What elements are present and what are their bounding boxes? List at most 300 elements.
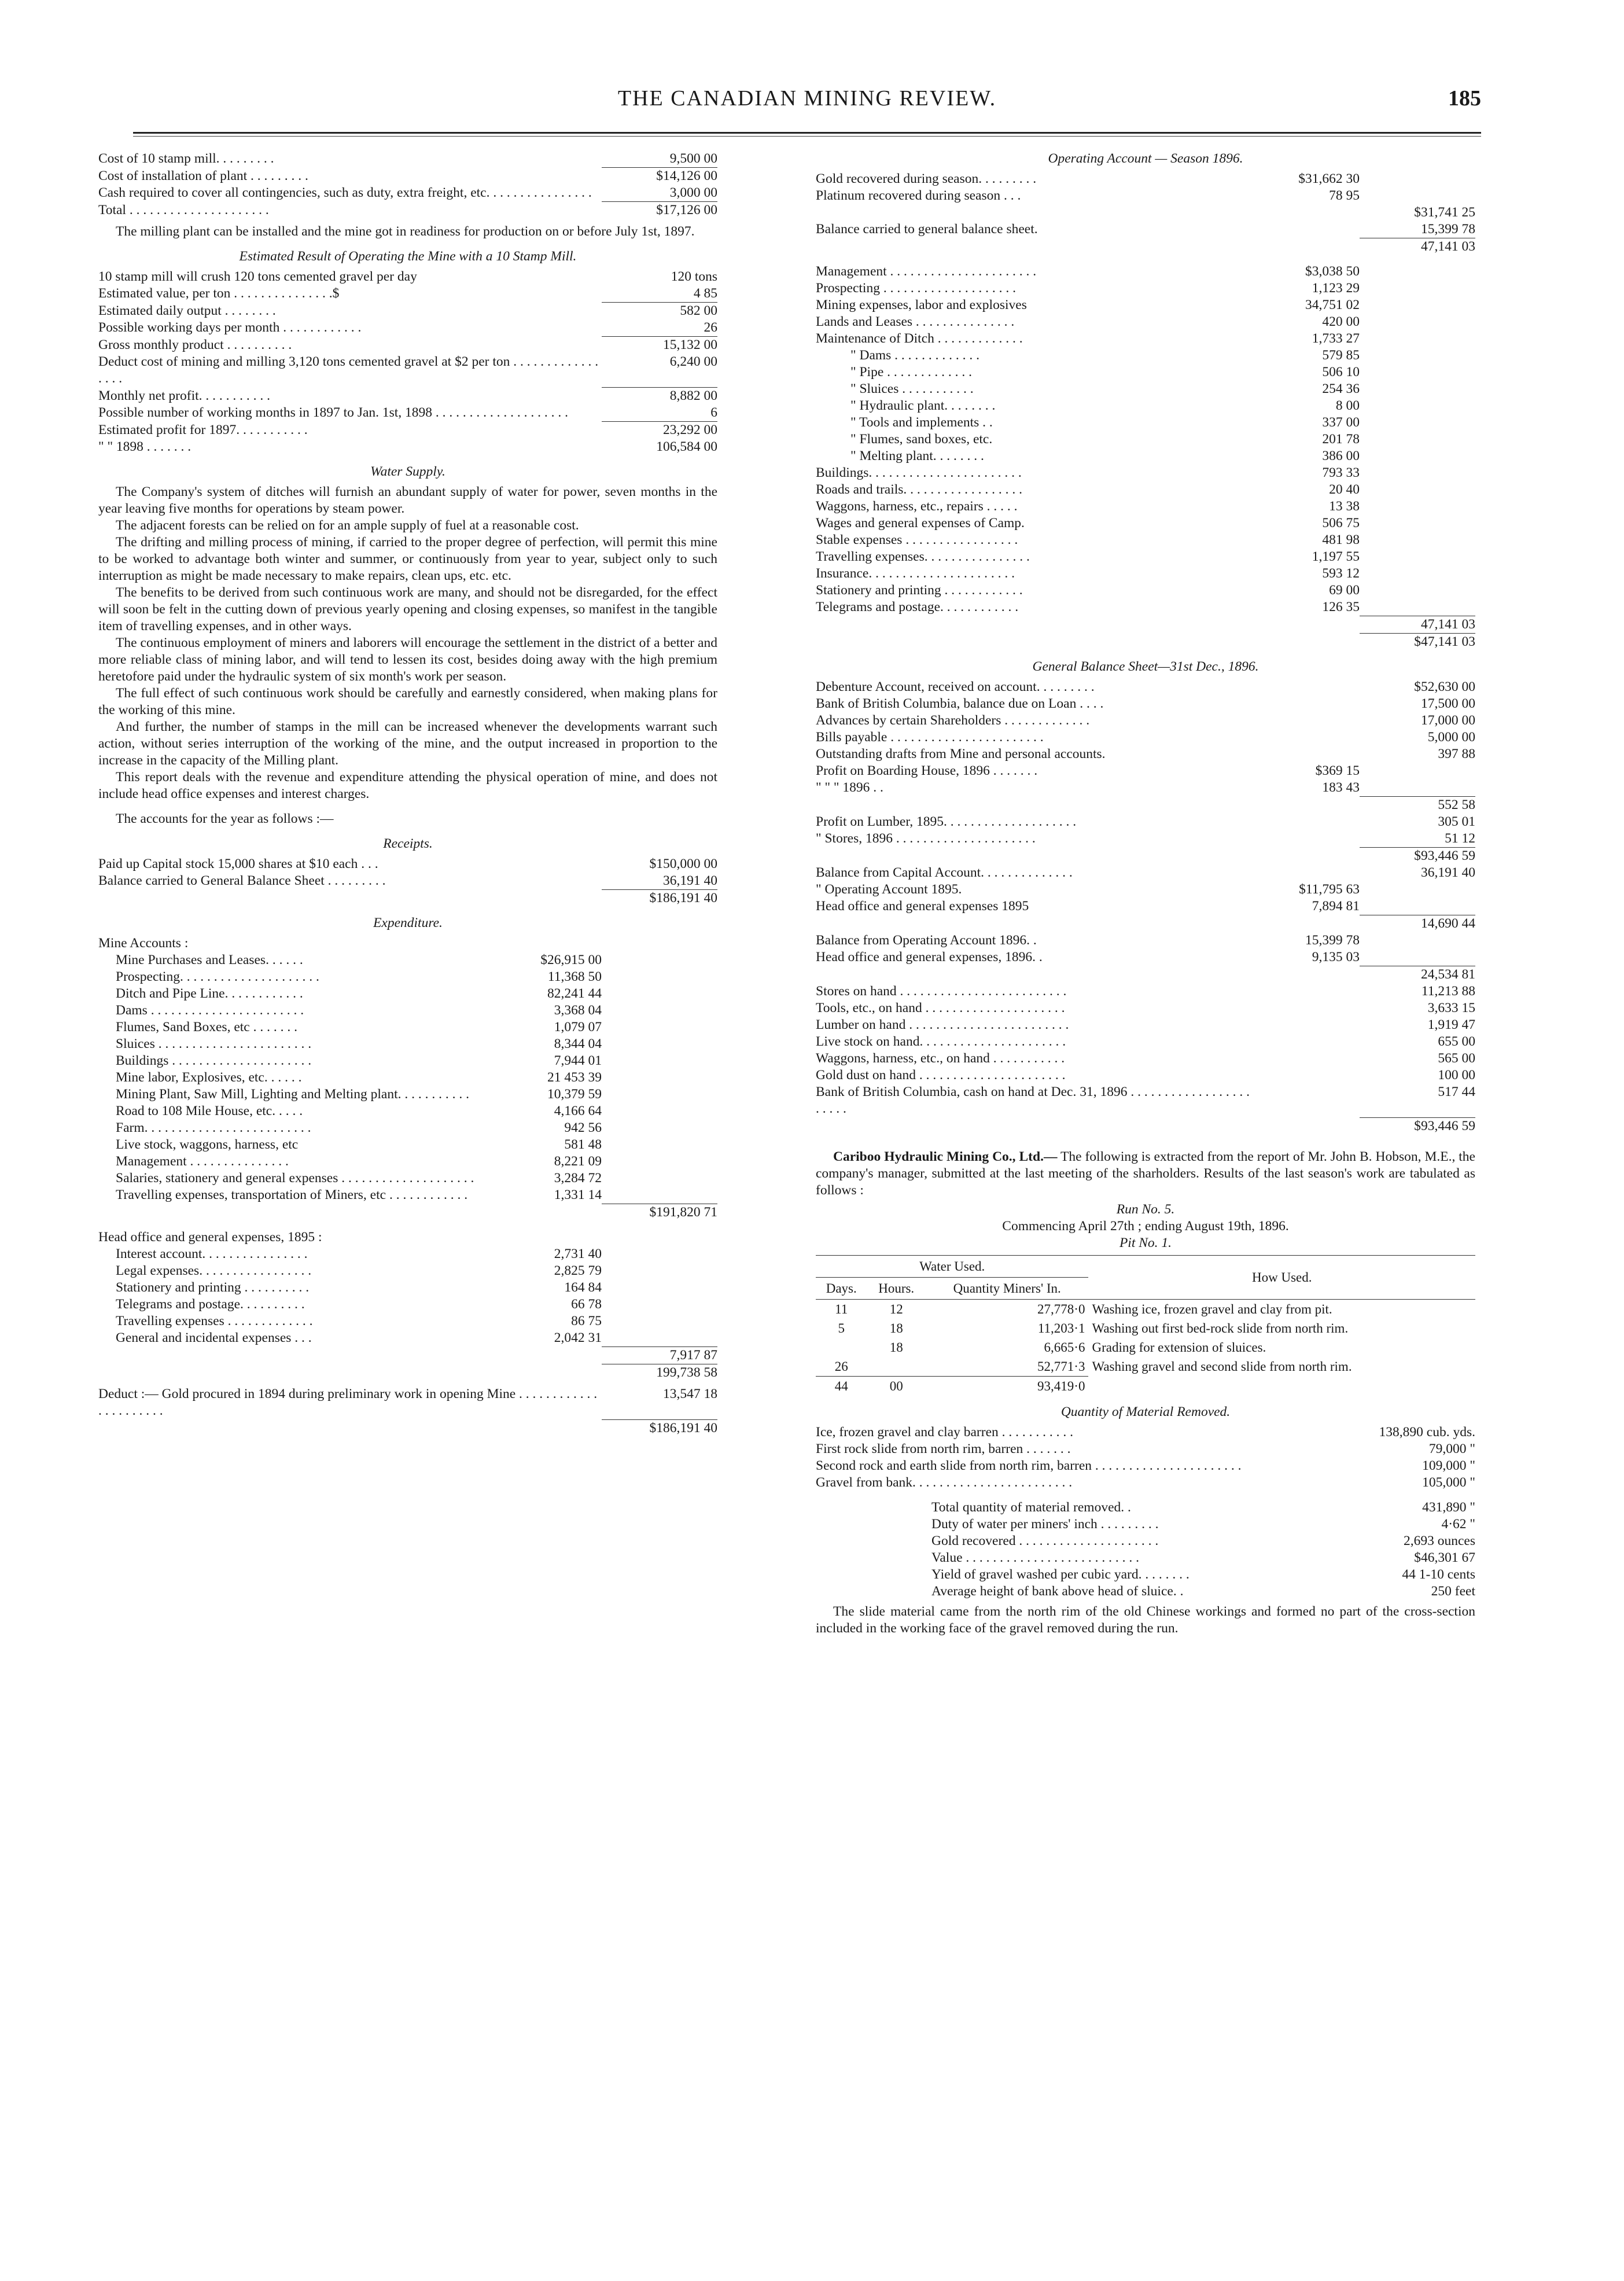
head-office-table: [98, 1246, 717, 1346]
milling-note: The milling plant can be installed and the mine got in readiness for production on or before July 1st, 1897.: [116, 224, 695, 239]
row-amount: 9,500 00: [669, 151, 717, 166]
ledger-row: [816, 582, 1475, 599]
row-label: Cost of 10 stamp mill. . . . . . . . .: [98, 151, 274, 166]
ledger-row: [816, 498, 1475, 515]
cariboo-text: The following is extracted from the report of Mr. John B. Hobson, M.E., the company's manager, submitted at the last meeting of the sharholders. Results of the last season's work are tabulated as follows :: [816, 1149, 1475, 1198]
row-amount: 10,379 59: [547, 1087, 602, 1102]
ledger-row: [816, 1067, 1475, 1084]
row-label: Value . . . . . . . . . . . . . . . . . . . . . . . . . .: [931, 1550, 1140, 1565]
row-label: Ditch and Pipe Line. . . . . . . . . . . .: [116, 986, 303, 1001]
row-amount: 1,123 29: [1312, 281, 1360, 296]
row-amount: 386 00: [1322, 448, 1360, 463]
run-how-used: Washing out first bed-rock slide from north rim.: [1092, 1321, 1349, 1336]
row-label: Mine labor, Explosives, etc. . . . . .: [116, 1070, 302, 1085]
final-total: $186,191 40: [602, 1419, 717, 1437]
row-label: Debenture Account, received on account. . . . . . . . .: [816, 679, 1095, 694]
water-supply-text: [98, 484, 717, 803]
row-label: Farm. . . . . . . . . . . . . . . . . . . . . . . . .: [116, 1120, 311, 1135]
row-amount: 26: [704, 320, 717, 335]
ledger-row: [816, 171, 1475, 187]
ledger-row: [816, 949, 1475, 966]
ledger-row: [816, 431, 1475, 448]
row-label: Platinum recovered during season . . .: [816, 188, 1021, 203]
ledger-row: [816, 347, 1475, 364]
head-office-label: Head office and general expenses, 1895 :: [98, 1230, 322, 1245]
ledger-row: [98, 354, 717, 387]
row-subamount: 183 43: [1322, 780, 1360, 795]
ledger-row: [98, 336, 717, 354]
run-total-row: [816, 1377, 1475, 1396]
ledger-row: [816, 712, 1475, 729]
left-column: [98, 150, 717, 1437]
row-amount: 34,751 02: [1305, 297, 1360, 312]
subtotal-row: [98, 1364, 717, 1381]
ledger-row: [98, 150, 717, 167]
mine-accounts-total-row: [98, 1204, 717, 1221]
row-label: Bank of British Columbia, balance due on Loan . . . .: [816, 696, 1104, 711]
row-label: Travelling expenses, transportation of Miners, etc . . . . . . . . . . . .: [116, 1187, 468, 1202]
row-label: Estimated profit for 1897. . . . . . . . . . .: [98, 422, 308, 437]
ledger-row: [816, 1583, 1475, 1600]
row-label: Total . . . . . . . . . . . . . . . . . . . . .: [98, 203, 269, 218]
row-label: 10 stamp mill will crush 120 tons cemented gravel per day: [98, 269, 417, 284]
row-label: " Sluices . . . . . . . . . . .: [850, 381, 974, 396]
ledger-row: [98, 439, 717, 455]
row-label: Wages and general expenses of Camp.: [816, 516, 1025, 531]
row-label: Stationery and printing . . . . . . . . . . . .: [816, 583, 1023, 598]
row-amount: 120 tons: [671, 269, 717, 284]
receipts-total: $186,191 40: [602, 889, 717, 907]
ledger-row: [816, 679, 1475, 696]
ledger-row: [816, 1458, 1475, 1474]
row-label: Gold recovered . . . . . . . . . . . . . . . . . . . . .: [931, 1533, 1159, 1548]
ledger-row: [98, 856, 717, 873]
row-label: Stable expenses . . . . . . . . . . . . . . . . .: [816, 532, 1018, 547]
row-amount: 942 56: [564, 1120, 602, 1135]
row-amount: 109,000 ": [1422, 1458, 1475, 1473]
ledger-row: [816, 549, 1475, 565]
row-label: Paid up Capital stock 15,000 shares at $10 each . . .: [98, 856, 378, 871]
row-amount: 7,944 01: [554, 1053, 602, 1068]
run-quantity: 52,771·3: [1037, 1359, 1085, 1374]
ledger-row: [98, 302, 717, 319]
row-amount: 86 75: [571, 1314, 602, 1329]
run-row: [816, 1338, 1475, 1357]
row-amount: 6: [710, 405, 717, 420]
ledger-row: [816, 915, 1475, 932]
ledger-row: [98, 1120, 717, 1136]
ledger-row: [98, 1246, 717, 1263]
row-amount: 565 00: [1438, 1051, 1475, 1066]
row-amount: 1,733 27: [1312, 331, 1360, 346]
row-label: Dams . . . . . . . . . . . . . . . . . . . . . . .: [116, 1003, 304, 1018]
operating-income-table: [816, 171, 1475, 204]
ledger-row: [98, 969, 717, 985]
row-amount: 481 98: [1322, 532, 1360, 547]
ledger-row: [816, 297, 1475, 314]
row-label: " Hydraulic plant. . . . . . . .: [850, 398, 996, 413]
ledger-row: [98, 952, 717, 969]
row-label: Mining expenses, labor and explosives: [816, 297, 1027, 312]
row-amount: 20 40: [1329, 482, 1360, 497]
row-amount: 2,731 40: [554, 1246, 602, 1261]
row-label: Balance from Operating Account 1896. .: [816, 933, 1037, 948]
body-paragraph: The continuous employment of miners and laborers will encourage the settlement in the district of a better and more reliable class of mining labor, and will tend to lessen its cost, besides doing away with the high premium heretofore paid under the hydraulic system of six month's work per season.: [98, 635, 717, 684]
row-amount: 201 78: [1322, 432, 1360, 447]
ledger-row: [816, 729, 1475, 746]
ledger-row: [816, 330, 1475, 347]
journal-title: THE CANADIAN MINING REVIEW.: [617, 86, 997, 111]
row-label: Possible number of working months in 1897 to Jan. 1st, 1898 . . . . . . . . . . . . . . . . . . . .: [98, 405, 569, 420]
receipts-heading: Receipts.: [383, 836, 433, 851]
row-amount: $46,301 67: [1414, 1550, 1475, 1565]
row-amount: 2,042 31: [554, 1330, 602, 1345]
run-row: [816, 1357, 1475, 1377]
row-label: " Melting plant. . . . . . . .: [850, 448, 984, 463]
ledger-row: [98, 285, 717, 302]
page-number: 185: [1448, 86, 1481, 111]
run-days: 11: [835, 1302, 848, 1316]
row-label: Gravel from bank. . . . . . . . . . . . . . . . . . . . . . . .: [816, 1475, 1073, 1490]
run-days: [816, 1338, 867, 1357]
row-label: Outstanding drafts from Mine and personal accounts.: [816, 746, 1106, 761]
body-paragraph: The benefits to be derived from such continuous work are many, and should not be disregarded, for the effect will soon be felt in the cutting down of previous yearly opening and closing expenses, so manifest in the tangible item of travelling expenses, and in other ways.: [98, 585, 717, 634]
row-label: Cash required to cover all contingencies, such as duty, extra freight, etc. . . . . . . . . . . . . . . .: [98, 185, 592, 200]
ledger-row: [816, 1117, 1475, 1135]
ledger-row: [98, 1263, 717, 1279]
row-amount: 11,368 50: [547, 969, 602, 984]
ledger-row: [816, 847, 1475, 864]
row-label: Travelling expenses. . . . . . . . . . . . . . . .: [816, 549, 1030, 564]
row-label: Profit on Lumber, 1895. . . . . . . . . . . . . . . . . . . .: [816, 814, 1077, 829]
operating-heading: Operating Account — Season 1896.: [1048, 151, 1243, 166]
row-amount: 14,690 44: [1360, 915, 1475, 932]
row-label: Gold dust on hand . . . . . . . . . . . . . . . . . . . . . .: [816, 1068, 1066, 1083]
row-label: Estimated value, per ton . . . . . . . . . . . . . . .$: [98, 286, 340, 301]
ledger-row: [816, 280, 1475, 297]
head-office-total-row: [98, 1346, 717, 1364]
ledger-row: [816, 1050, 1475, 1067]
row-amount: 581 48: [564, 1137, 602, 1152]
run-how-used: Grading for extension of sluices.: [1092, 1340, 1266, 1355]
run-hours: 18: [889, 1340, 903, 1355]
body-paragraph: The drifting and milling process of mining, if carried to the proper degree of perfection, will permit this mine to be worked to advantage both winter and summer, or continuously from year to year, subject only to such interruption as might be made necessary to make repairs, clean ups, etc. etc.: [98, 535, 717, 583]
operating-top-total-row: [816, 204, 1475, 221]
ledger-row: [98, 1187, 717, 1204]
ledger-row: [98, 1069, 717, 1086]
row-amount: $26,915 00: [540, 952, 602, 967]
row-amount: 106,584 00: [656, 439, 717, 454]
ledger-row: [98, 387, 717, 404]
row-amount: 11,213 88: [1421, 984, 1475, 999]
ledger-row: [98, 1296, 717, 1313]
ledger-row: [98, 1170, 717, 1187]
balance-carried-label: Balance carried to general balance sheet.: [816, 222, 1038, 237]
grand-total-row: [816, 238, 1475, 255]
row-amount: 305 01: [1438, 814, 1475, 829]
ledger-row: [816, 814, 1475, 830]
row-amount: 2,825 79: [554, 1263, 602, 1278]
row-label: Management . . . . . . . . . . . . . . .: [116, 1154, 289, 1169]
closing-paragraph: The slide material came from the north rim of the old Chinese workings and formed no part of the cross-section included in the working face of the gravel removed during the run.: [816, 1604, 1475, 1636]
ledger-row: [816, 381, 1475, 398]
ledger-row: [816, 414, 1475, 431]
ledger-row: [98, 1053, 717, 1069]
row-amount: $93,446 59: [1360, 1117, 1475, 1135]
ledger-row: [98, 201, 717, 219]
row-label: Travelling expenses . . . . . . . . . . . . .: [116, 1314, 313, 1329]
run-days: 26: [834, 1359, 848, 1374]
row-amount: 1,331 14: [554, 1187, 602, 1202]
row-label: Flumes, Sand Boxes, etc . . . . . . .: [116, 1020, 297, 1035]
hours-header: Hours.: [867, 1278, 925, 1300]
row-label: " Dams . . . . . . . . . . . . .: [850, 348, 980, 363]
row-label: Mining Plant, Saw Mill, Lighting and Melting plant. . . . . . . . . . .: [116, 1087, 469, 1102]
ledger-row: [816, 1533, 1475, 1550]
body-paragraph: The full effect of such continuous work should be carefully and earnestly considered, when making plans for the working of this mine.: [98, 686, 717, 718]
row-label: Telegrams and postage. . . . . . . . . . . .: [816, 599, 1019, 615]
ledger-row: [816, 983, 1475, 1000]
row-amount: 506 75: [1322, 516, 1360, 531]
row-amount: 17,500 00: [1421, 696, 1475, 711]
deduct-amount: 13,547 18: [663, 1386, 717, 1401]
ledger-row: [816, 1000, 1475, 1017]
mine-accounts-label: Mine Accounts :: [98, 936, 189, 951]
ledger-row: [98, 421, 717, 439]
row-amount: 6,240 00: [669, 354, 717, 369]
ledger-row: [98, 319, 717, 336]
run-total-days: 44: [816, 1377, 867, 1396]
row-label: Head office and general expenses, 1896. .: [816, 950, 1043, 965]
row-amount: 78 95: [1329, 188, 1360, 203]
row-amount: 2,693 ounces: [1403, 1533, 1475, 1548]
row-label: Waggons, harness, etc., on hand . . . . . . . . . . .: [816, 1051, 1065, 1066]
body-paragraph: The adjacent forests can be relied on for an ample supply of fuel at a reasonable cost.: [116, 518, 579, 533]
row-label: Legal expenses. . . . . . . . . . . . . . . . .: [116, 1263, 312, 1278]
water-used-header: Water Used.: [816, 1256, 1088, 1278]
row-amount: 517 44: [1438, 1084, 1475, 1099]
row-label: Mine Purchases and Leases. . . . . .: [116, 952, 303, 967]
row-amount: 8,221 09: [554, 1154, 602, 1169]
run-hours: 12: [889, 1302, 903, 1316]
ledger-row: [816, 398, 1475, 414]
days-header: Days.: [816, 1278, 867, 1300]
row-label: Bills payable . . . . . . . . . . . . . . . . . . . . . . .: [816, 730, 1044, 745]
row-label: Prospecting. . . . . . . . . . . . . . . . . . . . .: [116, 969, 319, 984]
row-amount: 17,000 00: [1421, 713, 1475, 728]
row-amount: 397 88: [1438, 746, 1475, 761]
row-amount: 66 78: [571, 1297, 602, 1312]
ledger-row: [816, 481, 1475, 498]
row-amount: $150,000 00: [649, 856, 717, 871]
run-total-quantity: 93,419·0: [926, 1377, 1089, 1396]
ledger-row: [816, 830, 1475, 847]
row-label: Profit on Boarding House, 1896 . . . . . . .: [816, 763, 1038, 778]
ledger-row: [98, 1002, 717, 1019]
row-label: Bank of British Columbia, cash on hand at Dec. 31, 1896 . . . . . . . . . . . . . . . . . . . . . . .: [816, 1084, 1250, 1116]
ledger-row: [98, 268, 717, 285]
ledger-row: [98, 1086, 717, 1103]
ledger-row: [816, 1033, 1475, 1050]
body-paragraph: This report deals with the revenue and expenditure attending the physical operation of mine, and does not include head office expenses and interest charges.: [98, 770, 717, 801]
ledger-row: [816, 1017, 1475, 1033]
run-how-used: Washing gravel and second slide from north rim.: [1092, 1359, 1352, 1374]
cariboo-company-name: Cariboo Hydraulic Mining Co., Ltd.—: [833, 1149, 1058, 1164]
run-quantity: 27,778·0: [1037, 1302, 1085, 1316]
ledger-row: [98, 1136, 717, 1153]
header-rule: [133, 132, 1481, 134]
estimate-heading: Estimated Result of Operating the Mine with a 10 Stamp Mill.: [239, 249, 577, 264]
balance-sheet-table: [816, 679, 1475, 1135]
row-label: Second rock and earth slide from north rim, barren . . . . . . . . . . . . . . . . . . . . . .: [816, 1458, 1242, 1473]
ledger-row: [816, 932, 1475, 949]
run-table: [816, 1255, 1475, 1396]
run-hours: 18: [889, 1321, 903, 1336]
ledger-row: [816, 696, 1475, 712]
ledger-row: [98, 873, 717, 889]
balance-carried-row: [816, 221, 1475, 238]
expenditure-heading: Expenditure.: [373, 915, 443, 930]
row-amount: 36,191 40: [1421, 865, 1475, 880]
ledger-row: [816, 263, 1475, 280]
row-amount: 250 feet: [1431, 1584, 1475, 1599]
row-subamount: 7,894 81: [1312, 899, 1360, 914]
ledger-row: [98, 185, 717, 201]
row-amount: 431,890 ": [1422, 1500, 1475, 1515]
row-label: Maintenance of Ditch . . . . . . . . . . . . .: [816, 331, 1023, 346]
row-amount: 138,890 cub. yds.: [1379, 1425, 1475, 1440]
row-amount: 4 85: [693, 286, 717, 301]
ledger-row: [816, 364, 1475, 381]
pit-heading: Pit No. 1.: [1119, 1235, 1172, 1250]
run-days: 5: [838, 1321, 845, 1336]
row-label: Lands and Leases . . . . . . . . . . . . . . .: [816, 314, 1015, 329]
run-row: [816, 1300, 1475, 1319]
ledger-row: [816, 1084, 1475, 1117]
receipts-table: [98, 856, 717, 889]
ledger-row: [98, 1019, 717, 1036]
row-amount: 655 00: [1438, 1034, 1475, 1049]
row-label: Ice, frozen gravel and clay barren . . . . . . . . . . .: [816, 1425, 1073, 1440]
row-label: Interest account. . . . . . . . . . . . . . . .: [116, 1246, 308, 1261]
row-label: Roads and trails. . . . . . . . . . . . . . . . . .: [816, 482, 1023, 497]
row-amount: 420 00: [1322, 314, 1360, 329]
run-quantity: 11,203·1: [1037, 1321, 1085, 1336]
ledger-row: [816, 1474, 1475, 1491]
row-label: " " 1898 . . . . . . .: [98, 439, 192, 454]
row-amount: 8,882 00: [602, 387, 717, 404]
run-hours: [867, 1357, 925, 1377]
row-label: " Stores, 1896 . . . . . . . . . . . . . . . . . . . . .: [816, 831, 1036, 846]
cost-table: [98, 150, 717, 219]
row-amount: 3,633 15: [1427, 1000, 1475, 1016]
row-label: " Pipe . . . . . . . . . . . . .: [850, 365, 972, 380]
row-label: Balance from Capital Account. . . . . . . . . . . . . .: [816, 865, 1073, 880]
row-amount: 8 00: [1335, 398, 1360, 413]
row-label: Live stock, waggons, harness, etc: [116, 1137, 299, 1152]
page-header: [133, 86, 1481, 120]
row-amount: 4·62 ": [1441, 1517, 1475, 1532]
row-label: Average height of bank above head of sluice. .: [931, 1584, 1184, 1599]
deduct-row: [98, 1386, 717, 1419]
row-amount: 100 00: [1438, 1068, 1475, 1083]
row-label: Yield of gravel washed per cubic yard. . . . . . . .: [931, 1567, 1190, 1582]
row-amount: 24,534 81: [1360, 966, 1475, 983]
row-label: Road to 108 Mile House, etc. . . . .: [116, 1103, 303, 1119]
row-label: Advances by certain Shareholders . . . . . . . . . . . . .: [816, 713, 1090, 728]
row-label: Lumber on hand . . . . . . . . . . . . . . . . . . . . . . . .: [816, 1017, 1069, 1032]
operating-expenses-table: [816, 263, 1475, 616]
row-label: Head office and general expenses 1895: [816, 899, 1029, 914]
ledger-row: [816, 898, 1475, 915]
row-label: Sluices . . . . . . . . . . . . . . . . . . . . . . .: [116, 1036, 312, 1051]
ledger-row: [816, 796, 1475, 814]
row-label: Cost of installation of plant . . . . . . . . .: [98, 168, 308, 183]
row-amount: $52,630 00: [1414, 679, 1475, 694]
run-total-hours: 00: [867, 1377, 925, 1396]
mine-accounts-total: $191,820 71: [602, 1204, 717, 1221]
row-amount: 8,344 04: [554, 1036, 602, 1051]
row-amount: 69 00: [1329, 583, 1360, 598]
row-amount: $17,126 00: [602, 201, 717, 219]
cariboo-paragraph: [816, 1149, 1475, 1199]
body-paragraph: And further, the number of stamps in the mill can be increased whenever the developments warrant such action, without series interruption of the working of the mine, and the output increased in proportion to the increase in the capacity of the Milling plant.: [98, 719, 717, 768]
ledger-row: [816, 1441, 1475, 1458]
row-label: Balance carried to General Balance Sheet . . . . . . . . .: [98, 873, 386, 888]
row-amount: 3,000 00: [669, 185, 717, 200]
ledger-row: [98, 1103, 717, 1120]
ledger-row: [816, 1424, 1475, 1441]
header-rule-thin: [133, 136, 1481, 137]
subtotal: 199,738 58: [602, 1364, 717, 1381]
operating-top-total: $31,741 25: [1414, 205, 1475, 220]
row-amount: $14,126 00: [602, 167, 717, 185]
ledger-row: [816, 779, 1475, 796]
row-subamount: $11,795 63: [1299, 882, 1360, 897]
row-amount: 105,000 ": [1422, 1475, 1475, 1490]
ledger-row: [816, 1566, 1475, 1583]
row-amount: 1,197 55: [1312, 549, 1360, 564]
material-summary-table: [816, 1499, 1475, 1600]
balance-carried-amount: 15,399 78: [1421, 222, 1475, 237]
ledger-row: [816, 1499, 1475, 1516]
row-label: Management . . . . . . . . . . . . . . . . . . . . . .: [816, 264, 1037, 279]
row-amount: 1,079 07: [554, 1020, 602, 1035]
body-paragraph: The Company's system of ditches will furnish an abundant supply of water for power, seven months in the year leaving five months for operations by steam power.: [98, 484, 717, 516]
row-amount: 13 38: [1329, 499, 1360, 514]
expenses-total: 47,141 03: [1360, 616, 1475, 633]
row-label: Insurance. . . . . . . . . . . . . . . . . . . . . .: [816, 566, 1015, 581]
row-label: Live stock on hand. . . . . . . . . . . . . . . . . . . . . .: [816, 1034, 1066, 1049]
grand-total: 47,141 03: [1360, 238, 1475, 255]
row-label: Stores on hand . . . . . . . . . . . . . . . . . . . . . . . . .: [816, 984, 1067, 999]
row-amount: 164 84: [564, 1280, 602, 1295]
ledger-row: [816, 515, 1475, 532]
ledger-row: [816, 599, 1475, 616]
ledger-row: [98, 1313, 717, 1330]
row-label: Waggons, harness, etc., repairs . . . . .: [816, 499, 1018, 514]
ledger-row: [98, 1330, 717, 1346]
row-label: Deduct cost of mining and milling 3,120 tons cemented gravel at $2 per ton . . . . . . . . . . . . . . . . .: [98, 354, 599, 386]
row-amount: 4,166 64: [554, 1103, 602, 1119]
row-label: Gross monthly product . . . . . . . . . .: [98, 337, 292, 352]
ledger-row: [98, 985, 717, 1002]
row-amount: 79,000 ": [1428, 1441, 1475, 1456]
receipts-total-row: [98, 889, 717, 907]
run-how-used: Washing ice, frozen gravel and clay from pit.: [1092, 1302, 1332, 1316]
row-amount: 3,368 04: [554, 1003, 602, 1018]
row-amount: 36,191 40: [663, 873, 717, 888]
